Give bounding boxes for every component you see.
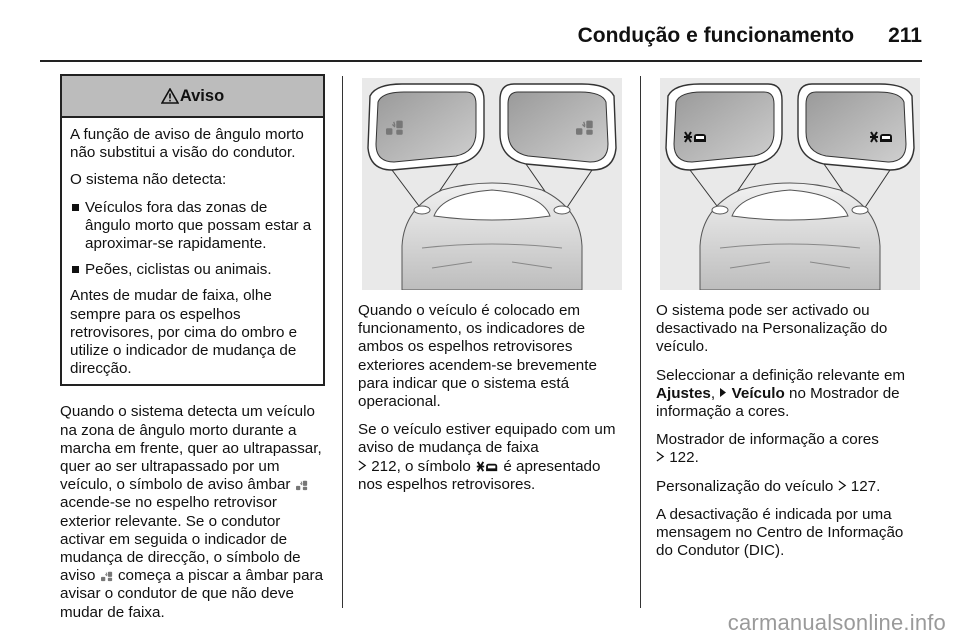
text-run: no Mostrador de informação a cores.	[656, 384, 900, 421]
text-run: Se o veículo estiver equipado com um aviso de mudança de faixa	[358, 421, 616, 457]
mirror-illustration-lane-change	[660, 78, 920, 290]
watermark: carmanualsonline.info	[727, 610, 946, 635]
body-paragraph	[656, 367, 924, 422]
body-paragraph	[656, 478, 924, 496]
page-number: 211	[888, 24, 922, 47]
blind-spot-icon	[295, 479, 309, 491]
text-run: , o símbolo	[396, 457, 471, 475]
column-3	[656, 302, 924, 570]
body-paragraph: O sistema pode ser activado ou desactivado na Personalização do veículo.	[656, 302, 888, 356]
warning-body	[62, 118, 323, 384]
column-1	[60, 74, 325, 632]
warning-header	[62, 76, 323, 118]
warning-paragraph: Antes de mudar de faixa, olhe sempre para os espelhos retrovisores, por cima do ombro e utilize o indicador de mudança de direcção.	[70, 287, 298, 378]
warning-box	[60, 74, 325, 386]
page-reference-arrow-icon	[838, 480, 847, 491]
running-title: Condução e funcionamento	[577, 24, 855, 47]
mirror-illustration-blind-spot	[362, 78, 622, 290]
page-reference: 122.	[669, 449, 699, 467]
page-reference-arrow-icon	[656, 451, 665, 462]
page-reference: 127.	[850, 477, 881, 495]
text-run: é apresentado nos espelhos retrovisores.	[358, 457, 601, 493]
text-run: Personalização do veículo	[656, 477, 834, 495]
body-paragraph	[60, 403, 325, 621]
warning-list	[70, 199, 317, 280]
body-paragraph: A desactivação é indicada por uma mensagem no Centro de Informação do Condutor (DIC).	[656, 505, 904, 560]
warning-title: Aviso	[179, 86, 225, 105]
header-rule	[40, 60, 922, 62]
text-run: começa a piscar a âmbar para avisar o condutor de que não deve mudar de faixa.	[60, 567, 324, 621]
page-reference-arrow-icon	[358, 460, 367, 471]
menu-path-item: Ajustes	[656, 384, 711, 402]
body-paragraph: Quando o veículo é colocado em funcionamento, os indicadores de ambos os espelhos retrovisores exteriores acendem-se brevemente para indicar que o sistema está operacional.	[358, 302, 597, 411]
blind-spot-icon	[100, 570, 114, 582]
column-divider-2	[640, 76, 641, 608]
menu-arrow-icon	[719, 387, 727, 398]
column-2	[358, 302, 626, 504]
text-run: Quando o sistema detecta um veículo na zona de ângulo morto durante a marcha em frente, quer ao ultrapassar, quer ao ser ultrapassado por um veículo, o símbolo de aviso âmbar	[60, 403, 322, 494]
text-run: Seleccionar a definição relevante em	[656, 366, 906, 384]
warning-paragraph: O sistema não detecta:	[70, 171, 227, 189]
text-run: Mostrador de informação a cores	[656, 431, 879, 449]
page-reference: 212	[371, 457, 397, 475]
page-header	[40, 16, 922, 56]
lane-change-icon	[475, 460, 499, 473]
text-run: acende-se no espelho retrovisor exterior relevante. Se o condutor activar em seguida o indicador de mudança de direcção, o símbolo de aviso	[60, 494, 301, 585]
warning-triangle-icon	[161, 88, 179, 104]
list-item: Peões, ciclistas ou animais.	[70, 261, 317, 279]
text-run: ,	[710, 384, 716, 402]
warning-paragraph: A função de aviso de ângulo morto não substitui a visão do condutor.	[70, 126, 304, 162]
list-item: Veículos fora das zonas de ângulo morto que possam estar a aproximar-se rapidamente.	[70, 199, 317, 254]
column-divider-1	[342, 76, 343, 608]
body-paragraph	[656, 431, 924, 467]
menu-path-item: Veículo	[731, 384, 785, 402]
body-paragraph	[358, 421, 626, 494]
